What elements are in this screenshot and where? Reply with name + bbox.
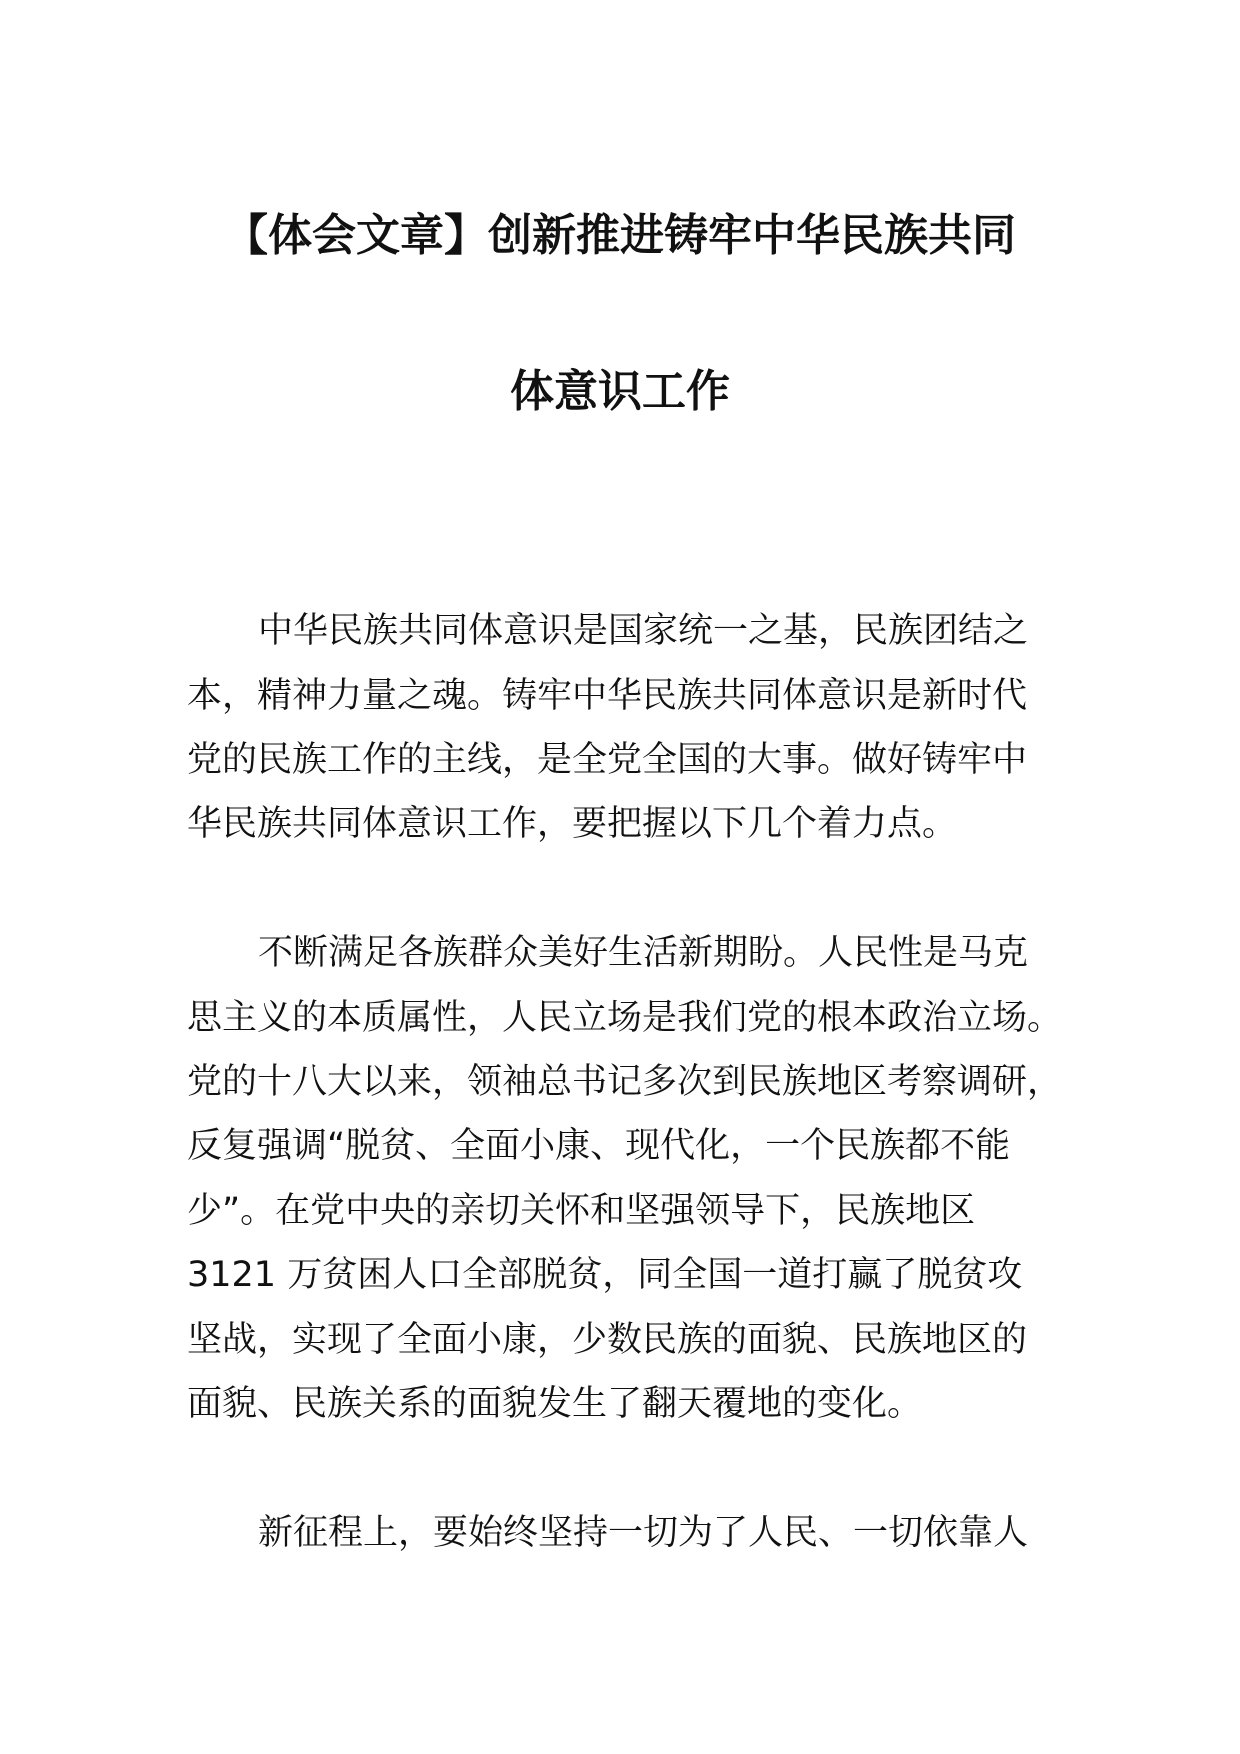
paragraph-2-line-8: 面貌、民族关系的面貌发生了翻天覆地的变化。 (187, 1384, 923, 1424)
paragraph-1-line-4: 华民族共同体意识工作，要把握以下几个着力点。 (187, 804, 958, 844)
paragraph-1-line-1: 中华民族共同体意识是国家统一之基，民族团结之 (258, 611, 1029, 651)
paragraph-2-line-7: 坚战，实现了全面小康，少数民族的面貌、民族地区的 (187, 1320, 1028, 1360)
paragraph-2-line-4: 反复强调“脱贫、全面小康、现代化，一个民族都不能 (187, 1126, 1011, 1166)
paragraph-1-line-2: 本，精神力量之魂。铸牢中华民族共同体意识是新时代 (187, 676, 1028, 716)
paragraph-3-line-1: 新征程上，要始终坚持一切为了人民、一切依靠人 (258, 1513, 1029, 1553)
paragraph-2-line-3: 党的十八大以来，领袖总书记多次到民族地区考察调研， (187, 1062, 1063, 1102)
paragraph-2-line-1: 不断满足各族群众美好生活新期盼。人民性是马克 (258, 933, 1029, 973)
document-title-line-1: 【体会文章】创新推进铸牢中华民族共同 (224, 210, 1016, 261)
document-title-line-2: 体意识工作 (510, 366, 730, 417)
paragraph-2-line-6: 3121 万贫困人口全部脱贫，同全国一道打赢了脱贫攻 (187, 1255, 1023, 1295)
paragraph-2-line-5: 少”。在党中央的亲切关怀和坚强领导下，民族地区 (187, 1191, 976, 1231)
paragraph-1-line-3: 党的民族工作的主线，是全党全国的大事。做好铸牢中 (187, 740, 1028, 780)
paragraph-2-line-2: 思主义的本质属性，人民立场是我们党的根本政治立场。 (187, 998, 1063, 1038)
